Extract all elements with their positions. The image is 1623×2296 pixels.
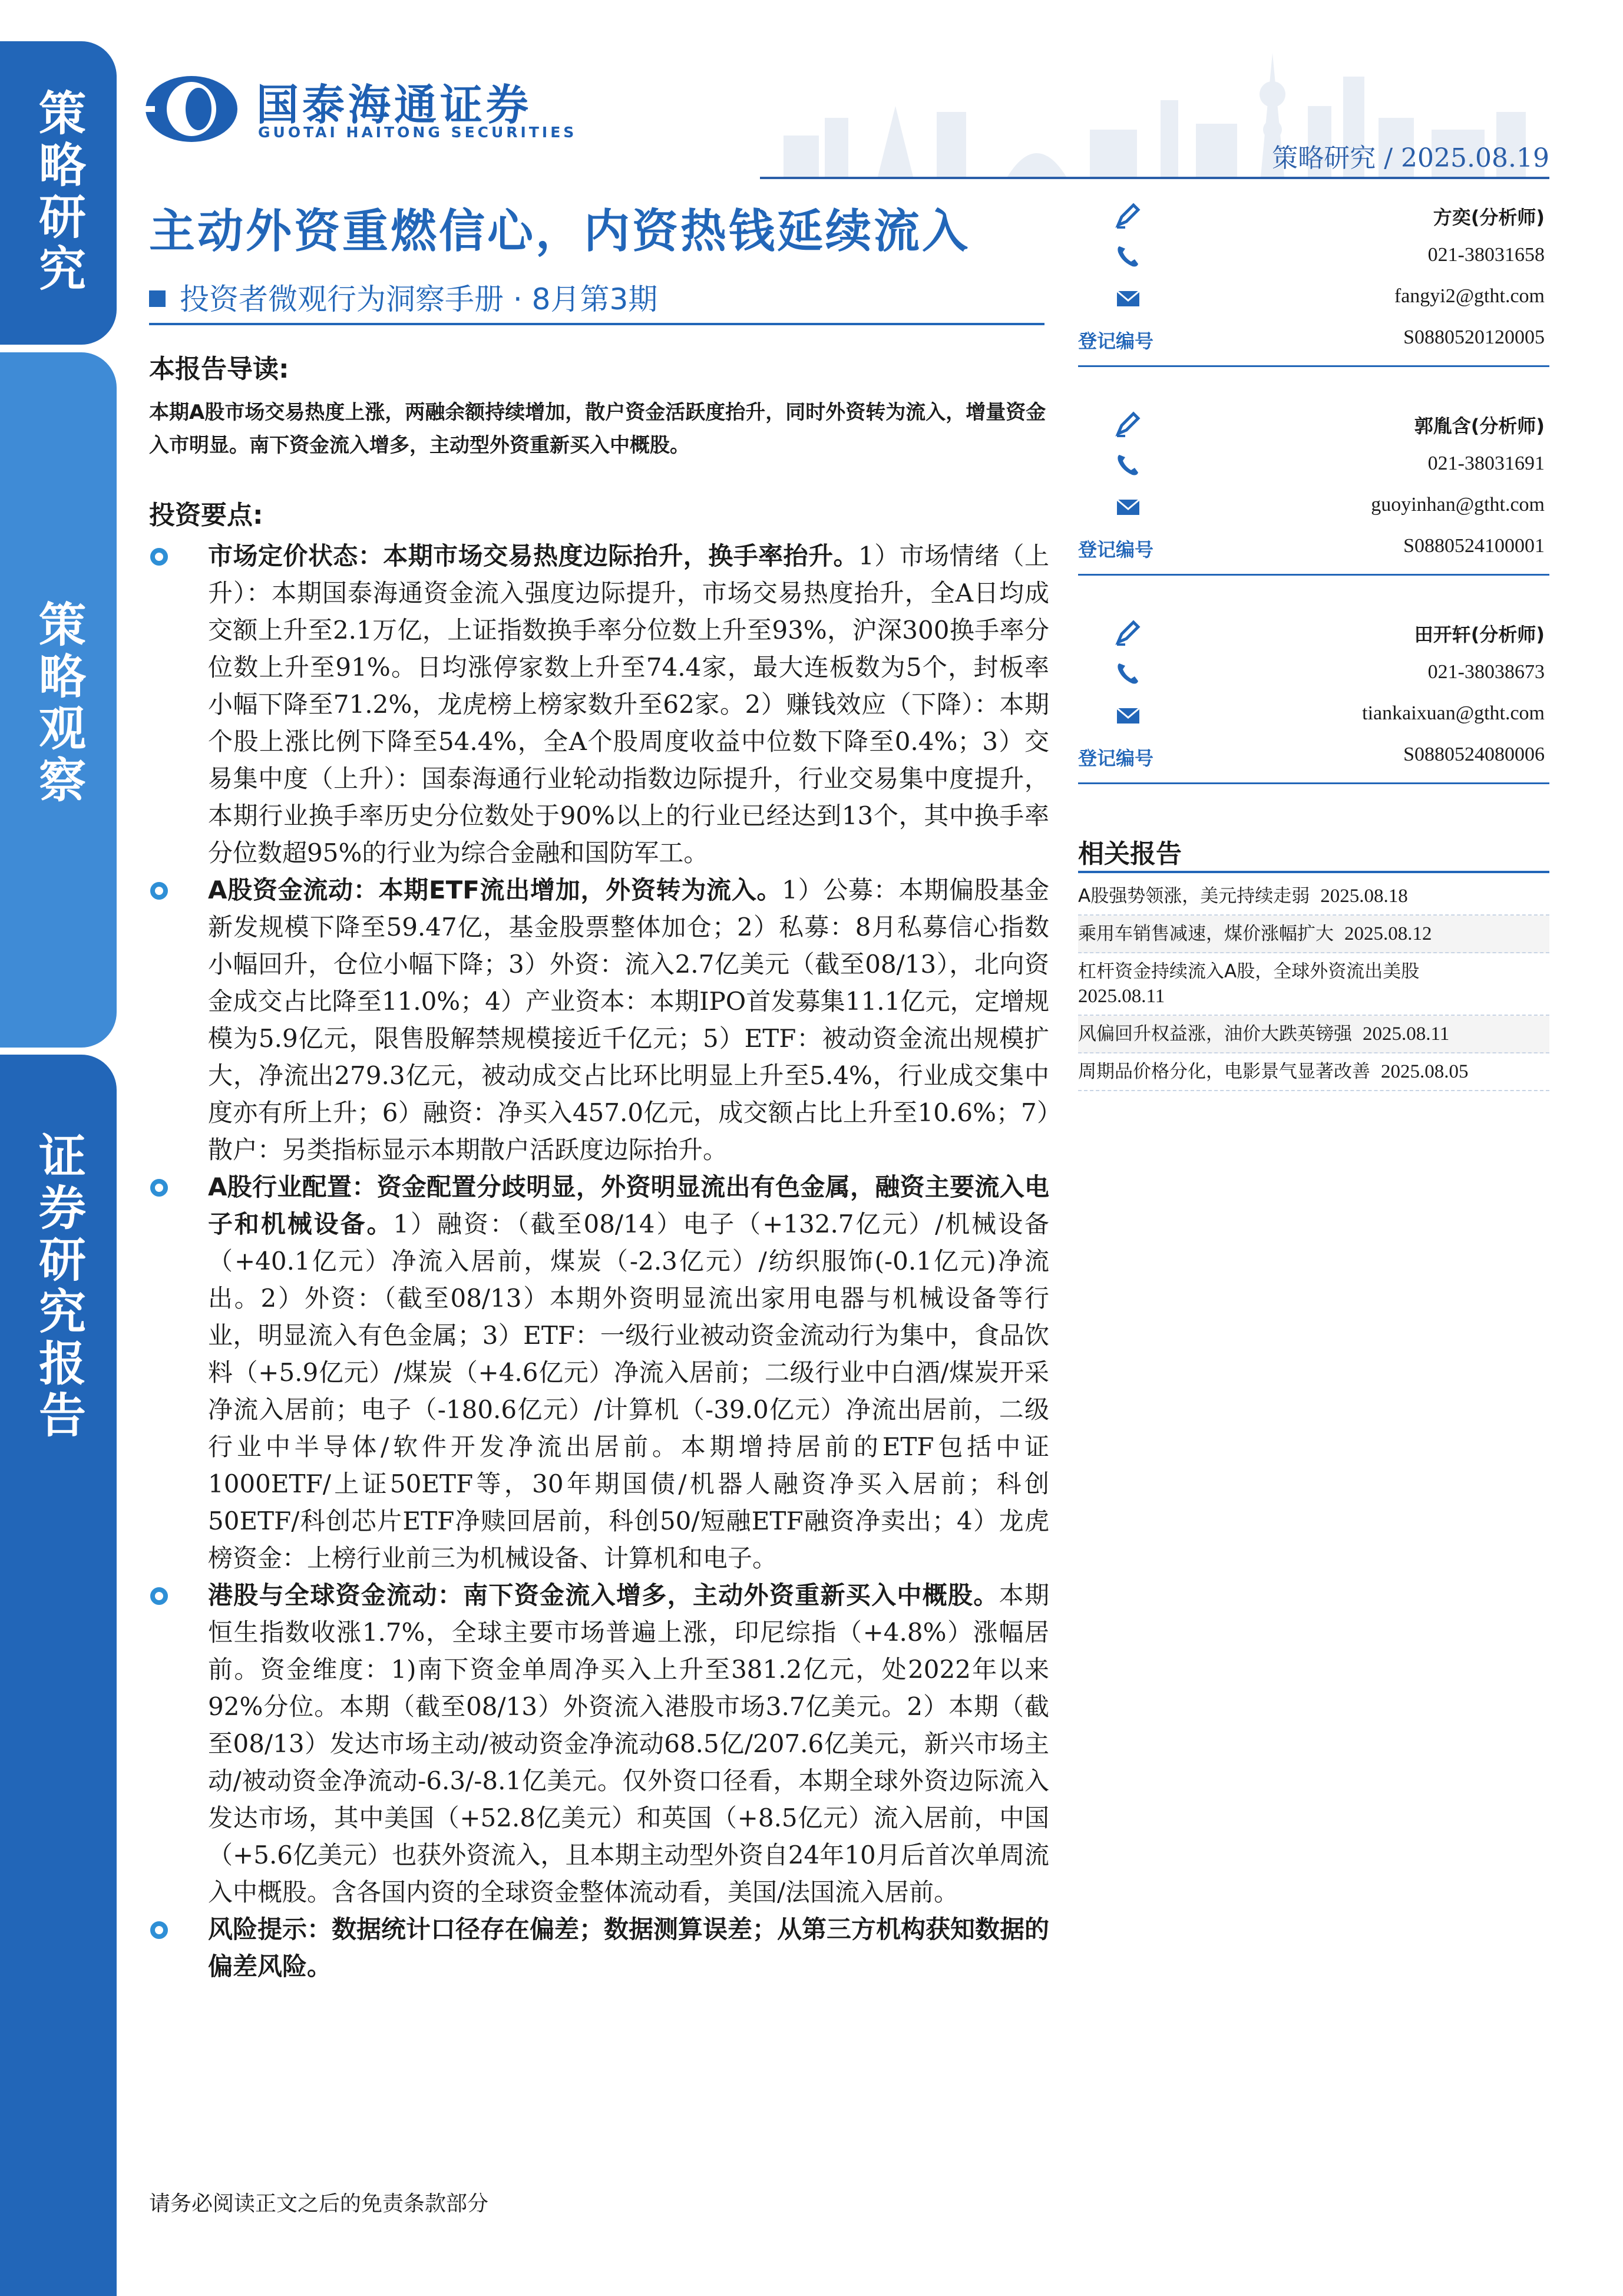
- analyst-card: [1078, 194, 1549, 389]
- square-bullet-icon: [149, 290, 166, 307]
- key-point-body: 1）公募：本期偏股基金新发规模下降至59.47亿，基金股票整体加仓；2）私募：8月私募信心指数小幅回升，仓位小幅下降；3）外资：流入2.7亿美元（截至08/13），北向资金成交占比降至11.0%；4）产业资本：本期IPO首发募集11.1亿元，定增规模为5.9亿元，限售股解禁规模接近千亿元；5）ETF：被动资金流出规模扩大，净流出279.3亿元，被动成交占比环比明显上升至5.4%，行业成交集中度亦有所上升；6）融资：净买入457.0亿元，成交额占比上升至10.6%；7）散户：另类指标显示本期散户活跃度边际抬升。: [208, 876, 1049, 1164]
- report-category-date: 策略研究 / 2025.08.19: [1272, 143, 1549, 173]
- phone-icon: [1113, 450, 1143, 480]
- analyst-name: 郭胤含(分析师): [1414, 415, 1545, 437]
- key-point-body: 1）市场情绪（上升）：本期国泰海通资金流入强度边际提升，市场交易热度抬升，全A日均成交额上升至2.1万亿，上证指数换手率分位数上升至93%，沪深300换手率分位数上升至91%。日均涨停家数上升至74.4家，最大连板数为5个，封板率小幅下降至71.2%，龙虎榜上榜家数升至62家。2）赚钱效应（下降）：本期个股上涨比例下降至54.4%，全A个股周度收益中位数下降至0.4%；3）交易集中度（上升）：国泰海通行业轮动指数边际提升，行业交易集中度提升，本期行业换手率历史分位数处于90%以上的行业已经达到13个，其中换手率分位数超95%的行业为综合金融和国防军工。: [208, 541, 1049, 867]
- related-report-link[interactable]: [1078, 1016, 1549, 1053]
- related-report-title: 杠杆资金持续流入A股，全球外资流出美股: [1078, 961, 1420, 982]
- related-report-title: A股强势领涨，美元持续走弱: [1078, 886, 1310, 907]
- registration-label: 登记编号: [1078, 747, 1154, 769]
- analyst-name: 田开轩(分析师): [1414, 623, 1545, 646]
- analyst-divider: [1078, 574, 1549, 576]
- side-tab-label: 证券研究报告: [31, 1131, 86, 1442]
- registration-number: S0880520120005: [1403, 326, 1545, 348]
- title-divider: [149, 323, 1044, 325]
- related-report-link[interactable]: [1078, 953, 1549, 1016]
- analyst-phone[interactable]: 021-38038673: [1427, 661, 1545, 683]
- key-point-body: 1）融资：（截至08/14）电子（+132.7亿元）/机械设备（+40.1亿元）净流入居前，煤炭（-2.3亿元）/纺织服饰(-0.1亿元)净流出。2）外资：（截至08/13）本期外资明显流出家用电器与机械设备等行业，明显流入有色金属；3）ETF：一级行业被动资金流动行为集中，食品饮料（+5.9亿元）/煤炭（+4.6亿元）净流入居前；二级行业中白酒/煤炭开采净流入居前；电子（-180.6亿元）/计算机（-39.0亿元）净流出居前，二级行业中半导体/软件开发净流出居前。本期增持居前的ETF包括中证1000ETF/上证50ETF等，30年期国债/机器人融资净买入居前；科创50ETF/科创芯片ETF净赎回居前，科创50/短融ETF融资净卖出；4）龙虎榜资金：上榜行业前三为机械设备、计算机和电子。: [208, 1210, 1049, 1572]
- circle-bullet-icon: [150, 1921, 168, 1939]
- key-point-lead: 风险提示：数据统计口径存在偏差；数据测算误差；从第三方机构获知数据的偏差风险。: [208, 1915, 1050, 1981]
- registration-number: S0880524100001: [1403, 535, 1545, 557]
- side-tab-strategy-research: [0, 41, 117, 345]
- related-report-title: 乘用车销售减速，煤价涨幅扩大: [1078, 923, 1334, 944]
- related-report-date: 2025.08.11: [1078, 986, 1165, 1007]
- analyst-email[interactable]: fangyi2@gtht.com: [1394, 285, 1545, 307]
- mail-icon: [1113, 700, 1143, 729]
- key-point-lead: A股行业配置：资金配置分歧明显，外资明显流出有色金属，融资主要流入电子和机械设备。: [208, 1172, 1049, 1238]
- key-points-list: [149, 537, 1049, 1985]
- key-point-lead: 市场定价状态：本期市场交易热度边际抬升，换手率抬升。: [208, 541, 859, 570]
- analyst-divider: [1078, 365, 1549, 367]
- mail-icon: [1113, 491, 1143, 521]
- side-tab-securities-report: [0, 1055, 117, 2296]
- analyst-name: 方奕(分析师): [1433, 206, 1545, 229]
- disclaimer-note: 请务必阅读正文之后的免责条款部分: [149, 2192, 489, 2216]
- key-point-body: 本期恒生指数收涨1.7%，全球主要市场普遍上涨，印尼综指（+4.8%）涨幅居前。资金维度：1)南下资金单周净买入上升至381.2亿元，处2022年以来92%分位。本期（截至08/13）外资流入港股市场3.7亿美元。2）本期（截至08/13）发达市场主动/被动资金净流动68.5亿/207.6亿美元，新兴市场主动/被动资金净流动-6.3/-8.1亿美元。仅外资口径看，本期全球外资边际流入发达市场，其中美国（+52.8亿美元）和英国（+8.5亿元）流入居前，中国（+5.6亿美元）也获外资流入，且本期主动型外资自24年10月后首次单周流入中概股。含各国内资的全球资金整体流动看，美国/法国流入居前。: [208, 1581, 1049, 1907]
- side-tab-label: 策略研究: [31, 88, 86, 296]
- related-report-date: 2025.08.12: [1344, 923, 1432, 944]
- related-report-title: 风偏回升权益涨，油价大跌英镑强: [1078, 1023, 1352, 1045]
- report-subtitle: [149, 276, 657, 318]
- side-tab-label: 策略观察: [31, 600, 86, 807]
- key-point-lead: A股资金流动：本期ETF流出增加，外资转为流入。: [208, 876, 782, 904]
- brand-name-cn: 国泰海通证券: [256, 80, 533, 130]
- pen-icon: [1113, 409, 1143, 438]
- phone-icon: [1113, 659, 1143, 688]
- phone-icon: [1113, 242, 1143, 271]
- analyst-email[interactable]: tiankaixuan@gtht.com: [1362, 702, 1545, 724]
- intro-text: 本期A股市场交易热度上涨，两融余额持续增加，散户资金活跃度抬升，同时外资转为流入，增量资金入市明显。南下资金流入增多，主动型外资重新买入中概股。: [149, 401, 1046, 457]
- subtitle-text: 投资者微观行为洞察手册 · 8月第3期: [180, 282, 658, 316]
- key-points-heading: 投资要点:: [149, 500, 263, 530]
- circle-bullet-icon: [150, 882, 168, 900]
- circle-bullet-icon: [150, 1179, 168, 1197]
- related-reports-list: [1078, 878, 1549, 1091]
- pen-icon: [1113, 617, 1143, 647]
- header-divider: [760, 177, 1549, 179]
- side-tab-strategy-observation: [0, 352, 117, 1048]
- analyst-card: [1078, 403, 1549, 597]
- key-point-lead: 港股与全球资金流动：南下资金流入增多，主动外资重新买入中概股。: [208, 1581, 999, 1610]
- brand-name-en: GUOTAI HAITONG SECURITIES: [258, 124, 577, 141]
- circle-bullet-icon: [150, 548, 168, 566]
- related-report-title: 周期品价格分化，电影景气显著改善: [1078, 1061, 1370, 1082]
- key-point-item: [149, 537, 1049, 871]
- related-report-date: 2025.08.05: [1381, 1061, 1469, 1082]
- analyst-list: [1078, 194, 1549, 806]
- pen-icon: [1113, 200, 1143, 230]
- company-logo-icon: [144, 74, 239, 144]
- registration-number: S0880524080006: [1403, 744, 1545, 765]
- analyst-email[interactable]: guoyinhan@gtht.com: [1371, 494, 1545, 516]
- related-report-link[interactable]: [1078, 1053, 1549, 1091]
- related-report-date: 2025.08.18: [1320, 886, 1408, 907]
- circle-bullet-icon: [150, 1587, 168, 1605]
- related-report-date: 2025.08.11: [1363, 1023, 1450, 1045]
- analyst-phone[interactable]: 021-38031658: [1427, 244, 1545, 266]
- report-title: 主动外资重燃信心，内资热钱延续流入: [149, 205, 971, 258]
- related-reports-heading: 相关报告: [1078, 839, 1182, 869]
- key-point-item: [149, 1911, 1049, 1985]
- analyst-card: [1078, 612, 1549, 806]
- registration-label: 登记编号: [1078, 330, 1154, 352]
- related-report-link[interactable]: [1078, 916, 1549, 953]
- key-point-item: [149, 1577, 1049, 1911]
- related-reports-divider: [1078, 871, 1549, 873]
- related-report-link[interactable]: [1078, 878, 1549, 916]
- key-point-item: [149, 1168, 1049, 1577]
- key-point-item: [149, 871, 1049, 1168]
- analyst-phone[interactable]: 021-38031691: [1427, 452, 1545, 474]
- intro-heading: 本报告导读:: [149, 354, 289, 384]
- analyst-divider: [1078, 782, 1549, 784]
- registration-label: 登记编号: [1078, 539, 1154, 561]
- mail-icon: [1113, 283, 1143, 312]
